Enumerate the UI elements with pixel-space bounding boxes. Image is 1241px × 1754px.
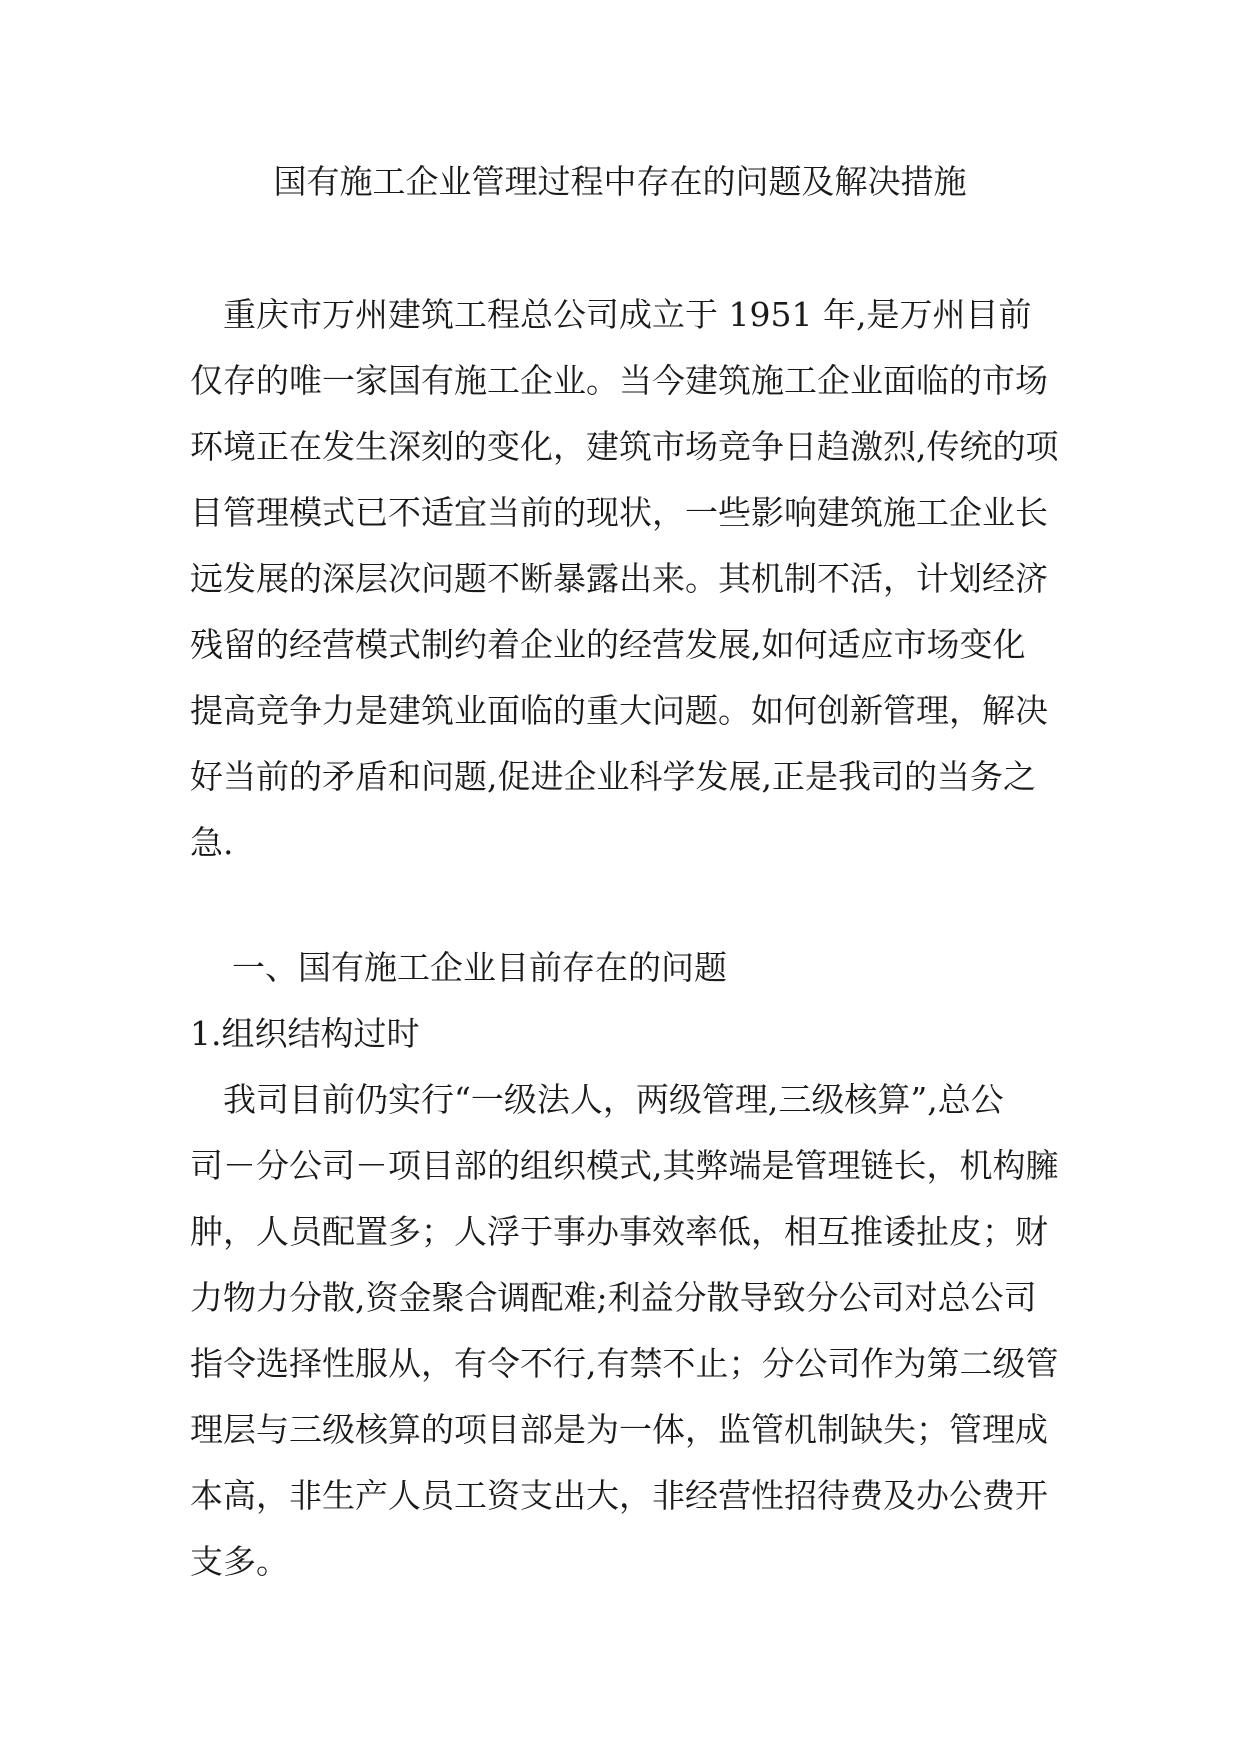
intro-paragraph	[190, 282, 1060, 876]
intro-line: 仅存的唯一家国有施工企业。当今建筑施工企业面临的市场	[190, 361, 1048, 400]
sub-heading: 1.组织结构过时	[190, 1014, 420, 1053]
section-heading: 一、国有施工企业目前存在的问题	[232, 948, 727, 987]
body-line: 肿，人员配置多；人浮于事办事效率低，相互推诿扯皮；财	[190, 1212, 1048, 1251]
intro-line: 残留的经营模式制约着企业的经营发展,如何适应市场变化	[190, 625, 1026, 664]
intro-line: 环境正在发生深刻的变化，建筑市场竞争日趋激烈,传统的项	[190, 427, 1059, 466]
intro-line: 急.	[190, 823, 234, 862]
body-line: 指令选择性服从，有令不行,有禁不止；分公司作为第二级管	[190, 1344, 1059, 1383]
intro-line: 远发展的深层次问题不断暴露出来。其机制不活，计划经济	[190, 559, 1048, 598]
body-line: 本高，非生产人员工资支出大，非经营性招待费及办公费开	[190, 1476, 1048, 1515]
intro-line: 目管理模式已不适宜当前的现状，一些影响建筑施工企业长	[190, 493, 1048, 532]
body-line: 支多。	[190, 1542, 289, 1581]
body-line: 司－分公司－项目部的组织模式,其弊端是管理链长，机构臃	[190, 1146, 1059, 1185]
body-paragraph	[190, 1067, 1060, 1595]
intro-line: 重庆市万州建筑工程总公司成立于 1951 年,是万州目前	[190, 295, 1032, 334]
intro-line: 提高竞争力是建筑业面临的重大问题。如何创新管理，解决	[190, 691, 1048, 730]
intro-line: 好当前的矛盾和问题,促进企业科学发展,正是我司的当务之	[190, 757, 1036, 796]
document-title: 国有施工企业管理过程中存在的问题及解决措施	[273, 162, 967, 201]
body-line: 理层与三级核算的项目部是为一体，监管机制缺失；管理成	[190, 1410, 1048, 1449]
body-line: 力物力分散,资金聚合调配难;利益分散导致分公司对总公司	[190, 1278, 1037, 1317]
body-line: 我司目前仍实行“一级法人，两级管理,三级核算”,总公	[190, 1080, 1004, 1119]
